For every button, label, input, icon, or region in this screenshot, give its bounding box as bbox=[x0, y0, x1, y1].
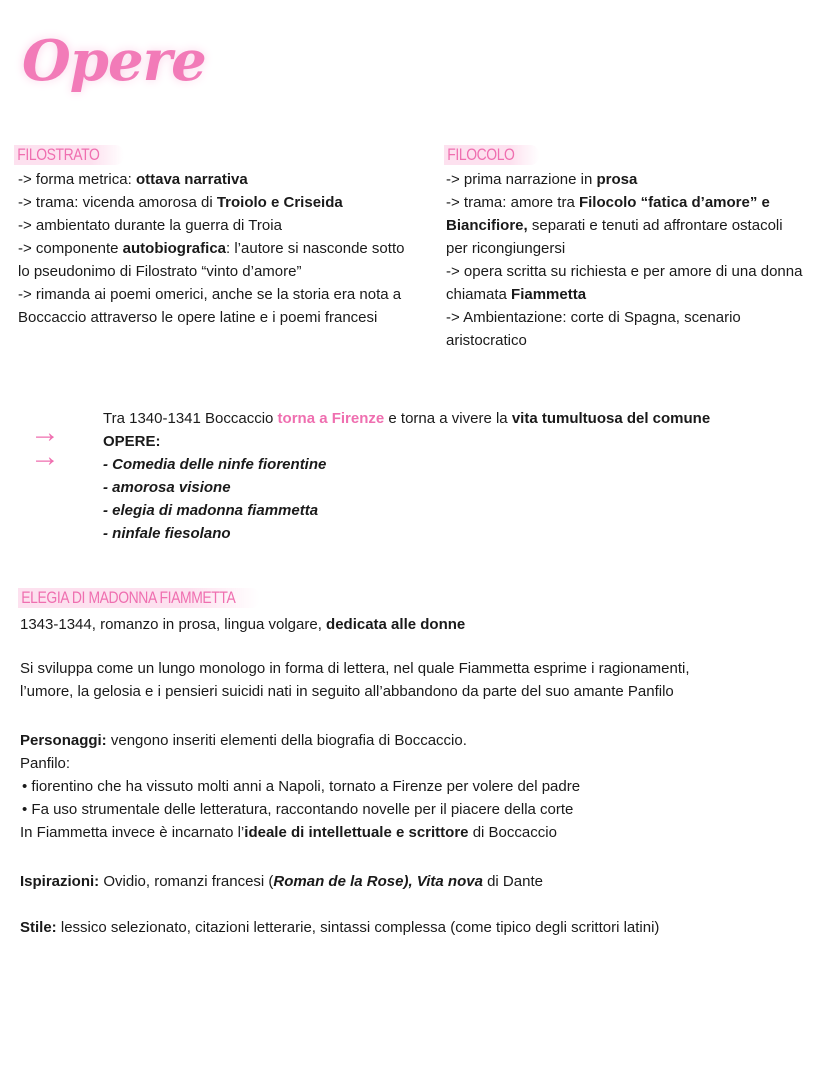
text-line bbox=[446, 306, 806, 352]
arrow-icon: → bbox=[30, 440, 60, 473]
text-segment: OPERE: bbox=[103, 433, 161, 450]
filocolo-list bbox=[446, 168, 806, 352]
text-segment: -> prima narrazione in bbox=[446, 171, 597, 188]
text-line bbox=[20, 752, 70, 775]
text-segment: Fiammetta bbox=[511, 286, 587, 303]
text-segment: - ninfale fiesolano bbox=[103, 525, 231, 542]
text-line bbox=[446, 260, 806, 306]
text-segment: Ispirazioni: bbox=[20, 873, 100, 890]
arrow-icon: → bbox=[30, 416, 60, 449]
text-segment: : l’autore si nasconde sotto lo pseudonimo di Filostrato “vinto d’amore” bbox=[18, 240, 405, 280]
text-segment: -> forma metrica: bbox=[18, 171, 136, 188]
text-segment: -> componente bbox=[18, 240, 123, 257]
text-segment: Roman de la Rose), Vita nova bbox=[273, 873, 483, 890]
text-line bbox=[20, 916, 659, 939]
text-segment: vita tumultuosa del comune bbox=[511, 410, 711, 427]
filostrato-list bbox=[18, 168, 418, 329]
text-segment: ideale di intellettuale e scrittore bbox=[244, 824, 469, 841]
text-segment: l’umore, la gelosia e i pensieri suicidi nati in seguito all’abbandono da parte del suo amante Panfilo bbox=[20, 683, 674, 700]
text-segment: e torna a vivere la bbox=[384, 410, 512, 427]
text-segment: - elegia di madonna fiammetta bbox=[103, 502, 319, 519]
text-line bbox=[18, 283, 418, 329]
text-line bbox=[446, 191, 806, 260]
text-segment: -> ambientato durante la guerra di Troia bbox=[18, 217, 282, 234]
text-line bbox=[103, 430, 813, 453]
text-line bbox=[18, 191, 418, 214]
text-segment: Tra 1340-1341 Boccaccio bbox=[103, 410, 278, 427]
text-segment: - amorosa visione bbox=[103, 479, 231, 496]
text-segment: prosa bbox=[596, 171, 638, 188]
text-line bbox=[103, 407, 813, 430]
text-segment: • fiorentino che ha vissuto molti anni a Napoli, tornato a Firenze per volere del padre bbox=[22, 778, 581, 795]
text-line bbox=[20, 680, 674, 703]
text-segment: autobiografica bbox=[122, 240, 227, 257]
text-segment: Troiolo e Criseida bbox=[216, 194, 343, 211]
text-segment: -> rimanda ai poemi omerici, anche se la storia era nota a Boccaccio attraverso le opere latine e i poemi francesi bbox=[18, 286, 402, 326]
text-segment: In Fiammetta invece è incarnato l’ bbox=[20, 824, 245, 841]
text-line bbox=[20, 729, 467, 752]
text-line bbox=[446, 168, 806, 191]
text-line bbox=[20, 613, 465, 636]
section-heading-elegia: ELEGIA DI MADONNA FIAMMETTA bbox=[18, 588, 260, 608]
text-line bbox=[103, 476, 813, 499]
text-line bbox=[103, 453, 813, 476]
text-line bbox=[18, 237, 418, 283]
text-segment: Si sviluppa come un lungo monologo in forma di lettera, nel quale Fiammetta esprime i ragionamenti, bbox=[20, 660, 690, 677]
text-segment: vengono inseriti elementi della biografia di Boccaccio. bbox=[106, 732, 467, 749]
text-segment: lessico selezionato, citazioni letterarie, sintassi complessa (come tipico degli scrittori latini) bbox=[56, 919, 660, 936]
text-line bbox=[20, 870, 543, 893]
text-segment: -> trama: amore tra bbox=[446, 194, 579, 211]
text-segment: torna a Firenze bbox=[277, 410, 385, 427]
text-line bbox=[22, 775, 580, 798]
section-heading-filocolo: FILOCOLO bbox=[444, 145, 539, 165]
text-segment: Filocolo “fatica d’amore” e Biancifiore, bbox=[446, 194, 770, 234]
text-line bbox=[18, 168, 418, 191]
firenze-block bbox=[103, 407, 813, 545]
text-segment: -> trama: vicenda amorosa di bbox=[18, 194, 217, 211]
text-segment: 1343-1344, romanzo in prosa, lingua volgare, bbox=[20, 616, 327, 633]
text-line bbox=[103, 522, 813, 545]
text-line bbox=[20, 821, 557, 844]
text-segment: di Boccaccio bbox=[468, 824, 557, 841]
text-segment: dedicata alle donne bbox=[326, 616, 466, 633]
text-segment: -> opera scritta su richiesta e per amore di una donna chiamata bbox=[446, 263, 803, 303]
text-segment: Stile: bbox=[20, 919, 57, 936]
section-heading-filostrato: FILOSTRATO bbox=[14, 145, 124, 165]
text-segment: Ovidio, romanzi francesi ( bbox=[99, 873, 274, 890]
text-segment: • Fa uso strumentale delle letteratura, raccontando novelle per il piacere della corte bbox=[22, 801, 574, 818]
text-line bbox=[18, 214, 418, 237]
text-segment: di Dante bbox=[482, 873, 543, 890]
text-line bbox=[22, 798, 573, 821]
text-line bbox=[20, 657, 690, 680]
text-segment: Personaggi: bbox=[20, 732, 107, 749]
text-segment: ottava narrativa bbox=[135, 171, 248, 188]
text-segment: Panfilo: bbox=[20, 755, 71, 772]
text-line bbox=[103, 499, 813, 522]
text-segment: separati e tenuti ad affrontare ostacoli per ricongiungersi bbox=[446, 217, 783, 257]
text-segment: - Comedia delle ninfe fiorentine bbox=[103, 456, 327, 473]
page-title: Opere bbox=[22, 28, 206, 94]
text-segment: -> Ambientazione: corte di Spagna, scenario aristocratico bbox=[446, 309, 741, 349]
